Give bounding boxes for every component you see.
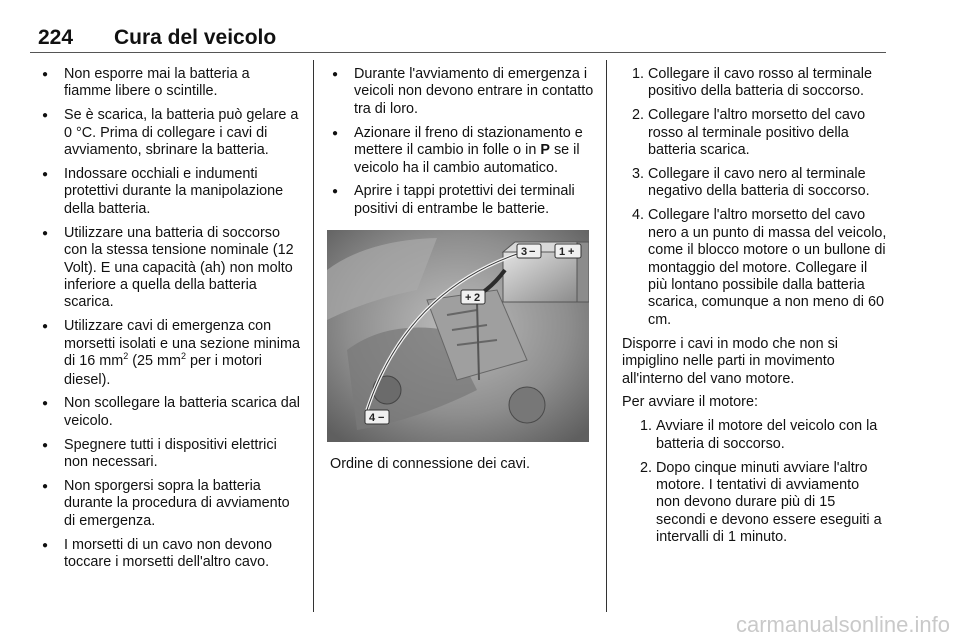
step-text: Dopo cinque minuti avviare l'altro motore. I tentativi di avviamento non devono durare più di 15 secondi e devono essere eseguiti a intervalli di 1 minuto. <box>656 459 882 546</box>
page-title: Cura del veicolo <box>114 26 277 49</box>
text-run: per i motori diesel). <box>64 353 262 388</box>
safety-bullet-list <box>40 66 300 572</box>
callout-label: 3 <box>521 246 528 259</box>
engine-bay-illustration <box>327 230 589 442</box>
column-divider-2 <box>606 60 607 612</box>
callout-sign: − <box>529 246 536 259</box>
page-header <box>30 22 886 53</box>
bullet-item-cable-section <box>40 318 300 389</box>
text-run: se il veicolo ha il cambio automatico. <box>354 142 580 176</box>
step-text: Avviare il motore del veicolo con la batteria di soccorso. <box>656 418 878 452</box>
engine-part-round <box>509 387 545 423</box>
step-item <box>630 418 887 453</box>
battery-body <box>503 252 579 302</box>
watermark: carmanualsonline.info <box>735 612 950 637</box>
bullet-item: ● Non sporgersi sopra la batteria durante la procedura di avviamento di emergenza. <box>40 478 300 530</box>
text-run: (25 mm <box>128 353 181 370</box>
column-3 <box>622 66 887 553</box>
column-divider-1 <box>313 60 314 612</box>
bullet-item: ● Non esporre mai la batteria a fiamme libere o scintille. <box>40 66 300 101</box>
bullet-item: ● I morsetti di un cavo non devono toccare i morsetti dell'altro cavo. <box>40 537 300 572</box>
step-number: 1. <box>631 66 644 82</box>
gear-p-label: P <box>540 142 550 159</box>
superscript: 2 <box>123 351 129 362</box>
callout-label: 1 <box>559 246 566 259</box>
bullet-item: ● Spegnere tutti i dispositivi elettrici non necessari. <box>40 437 300 472</box>
callout-label: 2 <box>474 292 481 305</box>
callout-sign: + <box>568 246 575 259</box>
step-number: 2. <box>631 107 644 124</box>
start-engine-heading: Per avviare il motore: <box>622 394 758 411</box>
column-1 <box>40 66 300 578</box>
cable-routing-paragraph: Disporre i cavi in modo che non si impiglino nelle parti in movimento all'interno del vano motore. <box>622 335 838 387</box>
bullet-item: ● Aprire i tappi protettivi dei terminali positivi di entrambe le batterie. <box>330 183 595 218</box>
step-text: Collegare l'altro morsetto del cavo nero a un punto di massa del veicolo, come il blocco motore o un bullone di montaggio del motore. Collegare il più lontano possibile dalla batteria scarica, comunque a non meno di 60 cm. <box>648 207 887 328</box>
step-number: 2. <box>639 459 652 476</box>
connection-steps-list <box>622 66 887 329</box>
bullet-item: ● Indossare occhiali e indumenti protettivi durante la manipolazione della batteria. <box>40 166 300 218</box>
step-text: Collegare il cavo rosso al terminale positivo della batteria di soccorso. <box>648 66 872 100</box>
step-item <box>622 166 887 201</box>
callout-sign: − <box>378 412 385 425</box>
step-text: Collegare il cavo nero al terminale negativo della batteria di soccorso. <box>648 166 870 200</box>
bullet-item: ● Utilizzare una batteria di soccorso con la stessa tensione nominale (12 Volt). E una capacità (ah) non molto inferiore a quella della batteria scarica. <box>40 225 300 312</box>
step-item <box>622 207 887 329</box>
callout-sign: + <box>465 292 472 305</box>
step-number: 3. <box>631 166 644 183</box>
callout-label: 4 <box>369 412 376 425</box>
step-number: 1. <box>639 418 652 435</box>
step-item <box>622 107 887 159</box>
step-number: 4. <box>631 207 644 224</box>
column-2 <box>330 66 595 474</box>
bullet-item: ● Se è scarica, la batteria può gelare a 0 °C. Prima di collegare i cavi di avviamento, sbrinare la batteria. <box>40 107 300 159</box>
start-steps-list <box>630 418 887 546</box>
preparation-bullet-list <box>330 66 595 218</box>
bullet-item: ● Durante l'avviamento di emergenza i veicoli non devono entrare in contatto tra di loro. <box>330 66 595 118</box>
figure-caption: Ordine di connessione dei cavi. <box>330 456 530 473</box>
step-item <box>622 66 887 101</box>
step-item <box>630 460 887 547</box>
step-text: Collegare l'altro morsetto del cavo rosso al terminale positivo della batteria scarica. <box>648 107 866 159</box>
text-run: Azionare il freno di stazionamento e mettere il cambio in folle o in <box>354 124 583 159</box>
page-number: 224 <box>38 26 74 49</box>
bullet-item-parking-brake <box>330 125 595 177</box>
text-run: Utilizzare cavi di emergenza con morsetti isolati e una sezione minima di 16 mm <box>64 318 300 370</box>
bullet-item: ● Non scollegare la batteria scarica dal veicolo. <box>40 395 300 430</box>
superscript: 2 <box>180 351 186 362</box>
